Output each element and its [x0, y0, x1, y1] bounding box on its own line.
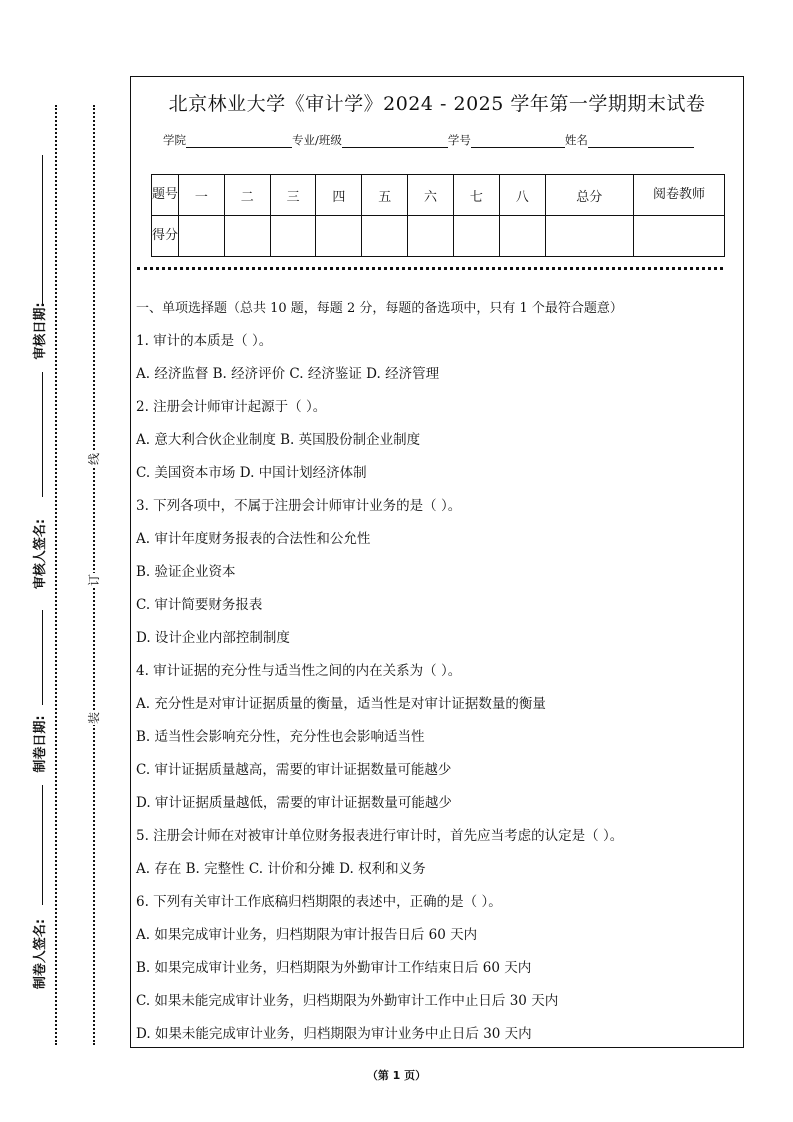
option-line: C. 审计简要财务报表	[136, 597, 263, 613]
option-line: C. 审计证据质量越高，需要的审计证据数量可能越少	[136, 762, 452, 778]
student-id-field[interactable]	[471, 133, 565, 148]
college-field[interactable]	[186, 133, 292, 148]
score-table-header-row	[152, 175, 725, 216]
col-6: 六	[408, 175, 454, 216]
option-line: C. 美国资本市场 D. 中国计划经济体制	[136, 465, 367, 481]
option-line: D. 设计企业内部控制制度	[136, 630, 290, 646]
signature-line-2	[42, 372, 43, 497]
score-table	[151, 174, 725, 257]
score-cell[interactable]	[362, 216, 408, 257]
col-2: 二	[224, 175, 270, 216]
score-cell[interactable]	[499, 216, 545, 257]
score-cell[interactable]	[270, 216, 316, 257]
student-id-label: 学号	[447, 133, 471, 147]
exam-title: 北京林业大学《审计学》2024 - 2025 学年第一学期期末试卷	[168, 93, 706, 115]
col-grader: 阅卷教师	[634, 175, 725, 216]
score-header: 得分	[152, 216, 179, 257]
dotted-rule-left	[55, 105, 57, 1045]
question-line: 5. 注册会计师在对被审计单位财务报表进行审计时，首先应当考虑的认定是（ ）。	[136, 828, 624, 844]
option-line: C. 如果未能完成审计业务，归档期限为外勤审计工作中止日后 30 天内	[136, 993, 559, 1009]
score-cell[interactable]	[224, 216, 270, 257]
question-line: 3. 下列各项中，不属于注册会计师审计业务的是（ ）。	[136, 498, 462, 514]
option-line: B. 适当性会影响充分性，充分性也会影响适当性	[136, 729, 425, 745]
score-cell[interactable]	[545, 216, 633, 257]
score-cell[interactable]	[316, 216, 362, 257]
option-line: D. 审计证据质量越低，需要的审计证据数量可能越少	[136, 795, 452, 811]
line-mark: 线	[87, 453, 101, 466]
option-line: A. 如果完成审计业务，归档期限为审计报告日后 60 天内	[136, 927, 478, 943]
col-7: 七	[453, 175, 499, 216]
binding-margin	[0, 0, 130, 1122]
name-label: 姓名	[564, 133, 588, 147]
reviewer-sign-label: 审核人签名:	[33, 518, 48, 590]
score-cell[interactable]	[408, 216, 454, 257]
section-heading: 一、单项选择题（总共 10 题，每题 2 分，每题的备选项中，只有 1 个最符合题意）	[136, 301, 623, 316]
option-line: A. 存在 B. 完整性 C. 计价和分摊 D. 权利和义务	[136, 861, 426, 877]
option-line: A. 意大利合伙企业制度 B. 英国股份制企业制度	[136, 432, 421, 448]
major-label: 专业/班级	[292, 133, 342, 147]
score-cell[interactable]	[179, 216, 225, 257]
maker-sign-label: 制卷人签名:	[33, 918, 48, 990]
student-info-row	[163, 132, 694, 148]
dotted-divider	[137, 267, 723, 270]
bind-mark: 订	[87, 574, 101, 587]
major-field[interactable]	[342, 133, 448, 148]
question-line: 1. 审计的本质是（ ）。	[136, 333, 273, 349]
score-cell[interactable]	[634, 216, 725, 257]
col-1: 一	[179, 175, 225, 216]
question-line: 4. 审计证据的充分性与适当性之间的内在关系为（ ）。	[136, 663, 462, 679]
page-number: （第 1 页）	[366, 1069, 427, 1082]
question-line: 2. 注册会计师审计起源于（ ）。	[136, 399, 327, 415]
option-line: A. 审计年度财务报表的合法性和公允性	[136, 531, 371, 547]
option-line: A. 充分性是对审计证据质量的衡量，适当性是对审计证据数量的衡量	[136, 696, 546, 712]
reviewer-date-label: 审核日期:	[33, 302, 48, 360]
col-5: 五	[362, 175, 408, 216]
option-line: B. 如果完成审计业务，归档期限为外勤审计工作结束日后 60 天内	[136, 960, 532, 976]
option-line: A. 经济监督 B. 经济评价 C. 经济鉴证 D. 经济管理	[136, 366, 440, 382]
maker-date-label: 制卷日期:	[33, 715, 48, 773]
option-line: B. 验证企业资本	[136, 564, 236, 580]
question-section	[136, 292, 737, 1051]
col-4: 四	[316, 175, 362, 216]
option-line: D. 如果未能完成审计业务，归档期限为审计业务中止日后 30 天内	[136, 1026, 532, 1042]
question-number-header: 题号	[152, 175, 179, 216]
name-field[interactable]	[588, 133, 694, 148]
score-cell[interactable]	[453, 216, 499, 257]
question-line: 6. 下列有关审计工作底稿归档期限的表述中，正确的是（ ）。	[136, 894, 502, 910]
col-3: 三	[270, 175, 316, 216]
fold-mark: 装	[87, 712, 101, 725]
exam-frame	[130, 76, 744, 1048]
college-label: 学院	[163, 133, 186, 147]
col-8: 八	[499, 175, 545, 216]
score-table-score-row	[152, 216, 725, 257]
col-total: 总分	[545, 175, 633, 216]
